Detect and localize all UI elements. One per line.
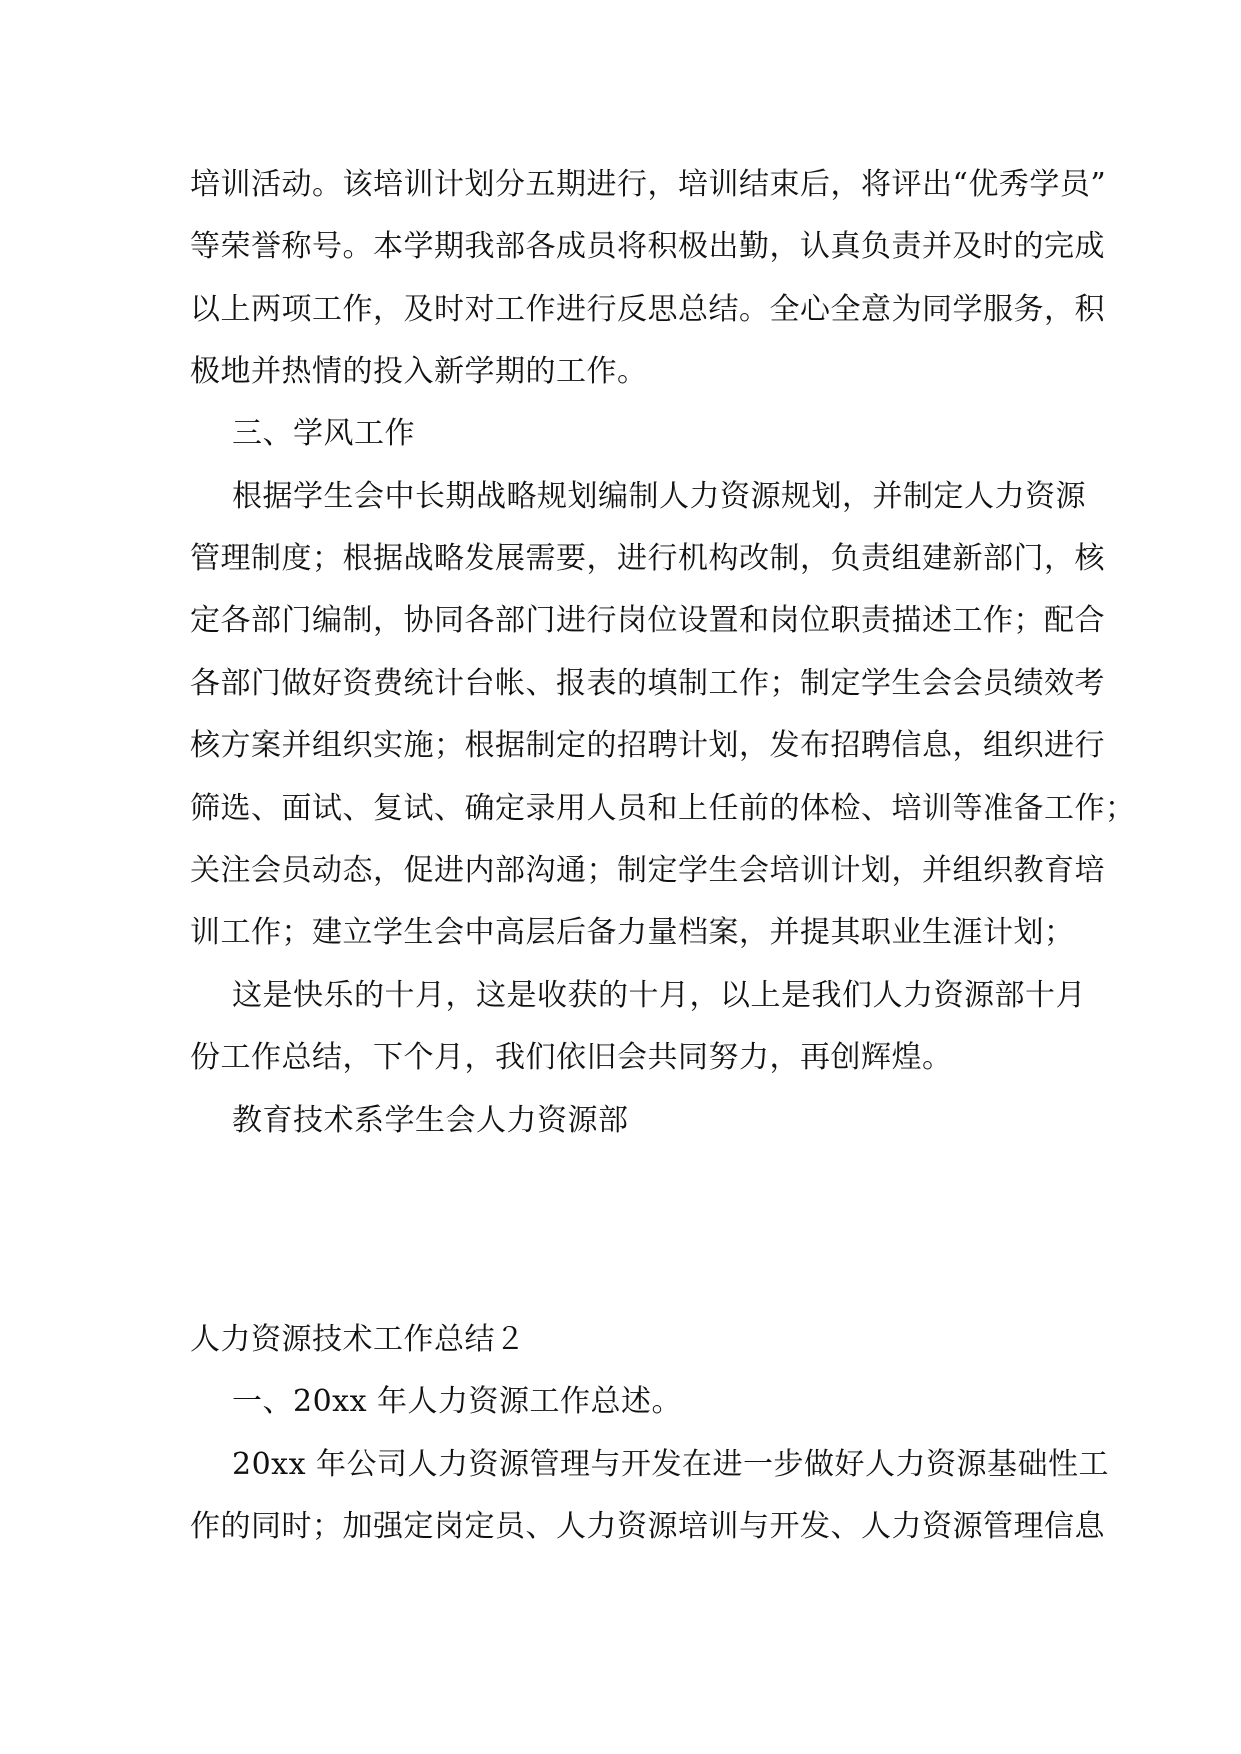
body-text-line: 20xx 年公司人力资源管理与开发在进一步做好人力资源基础性工	[232, 1447, 1110, 1482]
body-text-line: 根据学生会中长期战略规划编制人力资源规划，并制定人力资源	[232, 479, 1086, 514]
body-text-line: 培训活动。该培训计划分五期进行，培训结束后，将评出“优秀学员”	[190, 167, 1107, 202]
body-text-line: 这是快乐的十月，这是收获的十月，以上是我们人力资源部十月	[232, 978, 1086, 1013]
body-text-line: 各部门做好资费统计台帐、报表的填制工作；制定学生会会员绩效考	[190, 666, 1105, 701]
section-heading: 一、20xx 年人力资源工作总述。	[232, 1384, 683, 1419]
signature-line: 教育技术系学生会人力资源部	[232, 1103, 629, 1138]
body-text-line: 定各部门编制，协同各部门进行岗位设置和岗位职责描述工作；配合	[190, 603, 1105, 638]
body-text-line: 份工作总结，下个月，我们依旧会共同努力，再创辉煌。	[190, 1040, 953, 1075]
body-text-line: 管理制度；根据战略发展需要，进行机构改制，负责组建新部门，核	[190, 541, 1105, 576]
body-text-line: 关注会员动态，促进内部沟通；制定学生会培训计划，并组织教育培	[190, 853, 1105, 888]
body-text-line: 筛选、面试、复试、确定录用人员和上任前的体检、培训等准备工作；	[190, 791, 1136, 826]
body-text-line: 等荣誉称号。本学期我部各成员将积极出勤，认真负责并及时的完成	[190, 229, 1105, 264]
document-title: 人力资源技术工作总结２	[190, 1322, 526, 1357]
body-text-line: 以上两项工作，及时对工作进行反思总结。全心全意为同学服务，积	[190, 292, 1105, 327]
body-text-line: 核方案并组织实施；根据制定的招聘计划，发布招聘信息，组织进行	[190, 728, 1105, 763]
body-text-line: 作的同时；加强定岗定员、人力资源培训与开发、人力资源管理信息	[190, 1509, 1105, 1544]
section-heading: 三、学风工作	[232, 416, 415, 451]
body-text-line: 训工作；建立学生会中高层后备力量档案，并提其职业生涯计划；	[190, 915, 1075, 950]
body-text-line: 极地并热情的投入新学期的工作。	[190, 354, 648, 389]
